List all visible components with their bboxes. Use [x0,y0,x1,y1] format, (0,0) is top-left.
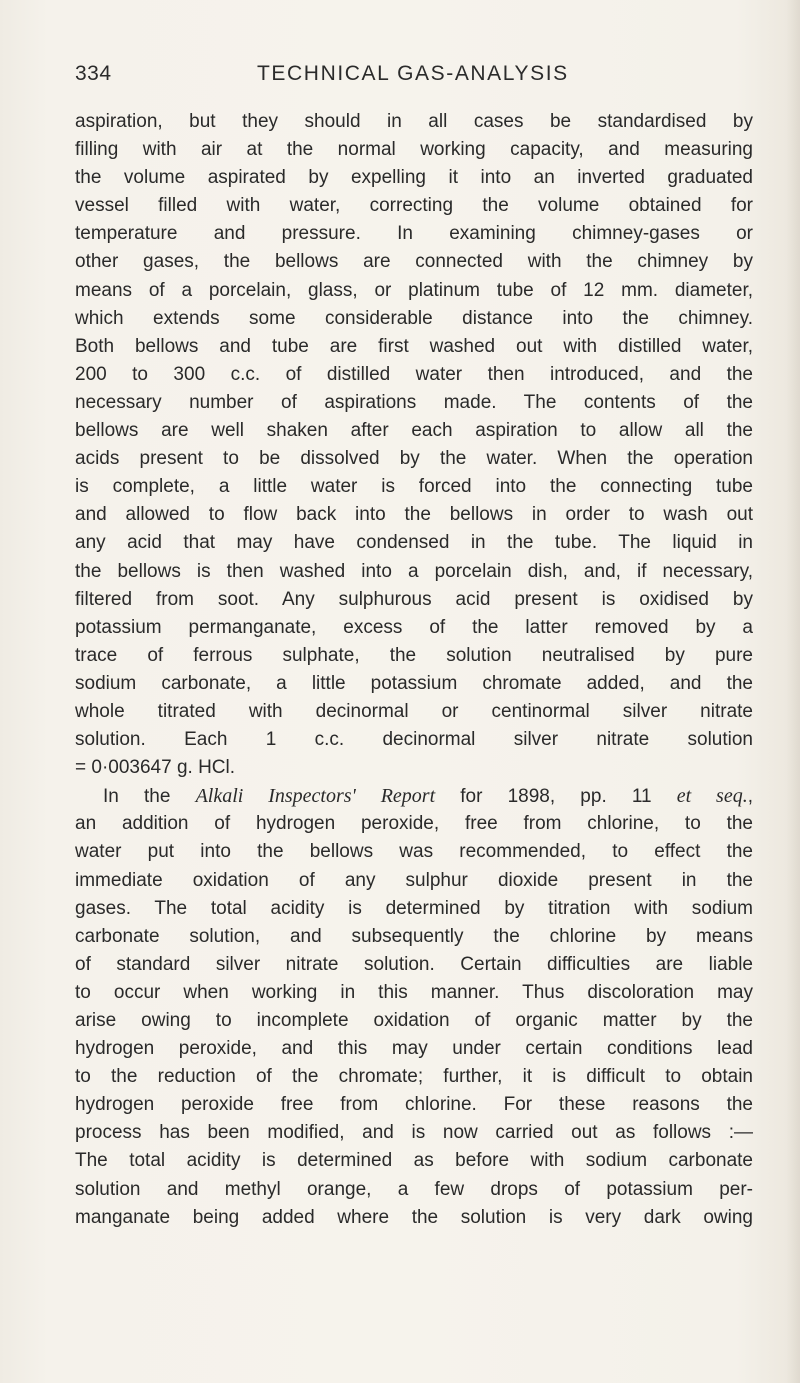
text-line: trace of ferrous sulphate, the solution neutralised by pure [75,644,753,666]
text-line: other gases, the bellows are connected with the chimney by [75,251,753,273]
text-line: any acid that may have condensed in the tube. The liquid in [75,532,753,554]
text-line: acids present to be dissolved by the water. When the operation [75,448,753,470]
text-line: Both bellows and tube are first washed out with distilled water, [75,335,753,357]
text-line: which extends some considerable distance into the chimney. [75,307,753,329]
text-line: an addition of hydrogen peroxide, free from chlorine, to the [75,813,753,835]
page-number: 334 [75,62,112,85]
text-span: for 1898, pp. 11 [435,786,677,808]
text-line: filling with air at the normal working capacity, and measuring [75,139,753,161]
running-head: TECHNICAL GAS-ANALYSIS [257,62,569,85]
body-text [75,108,753,1232]
italic-text: Alkali Inspectors' Report [195,785,436,808]
text-line: solution. Each 1 c.c. decinormal silver nitrate solution [75,729,753,751]
text-line: whole titrated with decinormal or centinormal silver nitrate [75,700,753,722]
text-line: to the reduction of the chromate; further, it is difficult to obtain [75,1066,753,1088]
text-line: gases. The total acidity is determined by titration with sodium [75,897,753,919]
text-line: the bellows is then washed into a porcelain dish, and, if necessary, [75,560,753,582]
text-line: of standard silver nitrate solution. Certain difficulties are liable [75,953,753,975]
page-header [75,58,750,94]
text-line: vessel filled with water, correcting the volume obtained for [75,195,753,217]
text-line [75,782,753,810]
text-line: = 0·003647 g. HCl. [75,757,236,779]
text-line: filtered from soot. Any sulphurous acid present is oxidised by [75,588,753,610]
text-line: The total acidity is determined as before with sodium carbonate [75,1150,753,1172]
text-line: bellows are well shaken after each aspiration to allow all the [75,420,753,442]
text-line: to occur when working in this manner. Thus discoloration may [75,981,753,1003]
text-line: aspiration, but they should in all cases be standardised by [75,111,753,132]
text-line: the volume aspirated by expelling it into an inverted graduated [75,167,753,189]
text-line: process has been modified, and is now carried out as follows :— [75,1122,753,1144]
page-edge-shadow [786,0,800,1383]
text-line: 200 to 300 c.c. of distilled water then introduced, and the [75,363,753,385]
text-span: In the [103,786,196,808]
text-line: water put into the bellows was recommended, to effect the [75,841,753,863]
text-line: sodium carbonate, a little potassium chromate added, and the [75,672,753,694]
text-line: arise owing to incomplete oxidation of organic matter by the [75,1010,753,1031]
italic-text: et seq. [676,785,748,808]
text-line: means of a porcelain, glass, or platinum tube of 12 mm. diameter, [75,279,753,301]
text-span: , [747,786,753,808]
text-line: temperature and pressure. In examining chimney-gases or [75,223,753,245]
text-line: manganate being added where the solution is very dark owing [75,1206,753,1228]
text-line: hydrogen peroxide free from chlorine. For these reasons the [75,1094,753,1116]
text-line: carbonate solution, and subsequently the chlorine by means [75,925,753,947]
text-line: hydrogen peroxide, and this may under certain conditions lead [75,1038,753,1060]
text-line: and allowed to flow back into the bellows in order to wash out [75,504,753,526]
text-line: necessary number of aspirations made. The contents of the [75,391,753,413]
text-line: is complete, a little water is forced into the connecting tube [75,476,753,498]
text-line: solution and methyl orange, a few drops of potassium per- [75,1178,753,1200]
text-line: potassium permanganate, excess of the latter removed by a [75,616,753,638]
text-line: immediate oxidation of any sulphur dioxide present in the [75,869,753,891]
